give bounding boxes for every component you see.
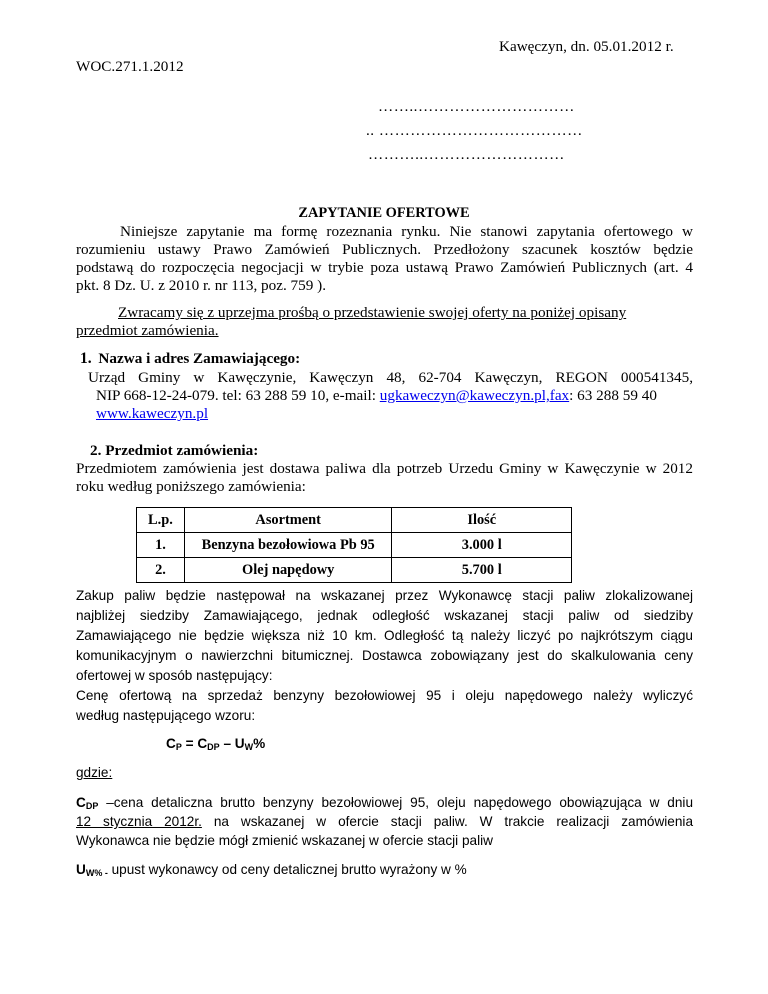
intro-line-1: Niniejsze zapytanie ma formę rozeznania rynku. Nie stanowi zapytania ofertowego w xyxy=(120,223,693,240)
def2-sub-w: W% - xyxy=(85,868,108,878)
email-link[interactable]: ugkaweczyn@kaweczyn.pl,fax xyxy=(379,387,570,404)
def-c: C xyxy=(76,795,86,810)
para-line-1: Zakup paliw będzie następował na wskazanej przez Wykonawcę stacji paliw zlokalizowanej xyxy=(76,588,693,603)
table-cell: 2. xyxy=(137,558,185,583)
para-line-7: według następującego wzoru: xyxy=(76,708,256,723)
formula-minus: – U xyxy=(219,736,245,751)
def-sub-dp: DP xyxy=(85,801,99,811)
formula-pct: % xyxy=(253,736,266,751)
formula-sub-w: W xyxy=(244,742,254,752)
table-row xyxy=(137,558,572,583)
table-cell: 5.700 l xyxy=(392,558,572,583)
intro-line-2: rozumieniu ustawy Prawo Zamówień Publicznych. Przedłożony szacunek kosztów będzie xyxy=(76,241,693,258)
recipient-line-2: .. ………………………………… xyxy=(366,122,583,139)
para-line-2: najbliżej siedziby Zamawiającego, jednak odległość wskazanej stacji paliw od siedziby xyxy=(76,608,693,623)
definition-cdp-line-3: Wykonawca nie będzie mógł zmienić wskazanej w ofercie stacji paliw xyxy=(76,833,493,848)
def1-date: 12 stycznia 2012r. xyxy=(76,814,202,829)
table-header-ilosc: Ilość xyxy=(392,508,572,533)
def2-text: upust wykonawcy od ceny detalicznej brutto wyrażony w % xyxy=(107,862,467,877)
price-formula xyxy=(166,736,265,752)
para-line-4: komunikacyjnym o nawierzchni bitumicznej. Dostawca zobowiązany jest do skalkulowania ceny xyxy=(76,648,693,663)
definition-cdp-line-1 xyxy=(76,795,693,811)
website-link[interactable]: www.kaweczyn.pl xyxy=(96,405,209,422)
where-label: gdzie: xyxy=(76,765,113,780)
table-cell: 1. xyxy=(137,533,185,558)
fax-text: : 63 288 59 40 xyxy=(569,387,657,404)
recipient-line-1: ……..………………………… xyxy=(378,98,575,115)
section-2-heading: 2. Przedmiot zamówienia: xyxy=(90,442,259,459)
table-header-lp: L.p. xyxy=(137,508,185,533)
intro-line-3: podstawą do rozpoczęcia negocjacji w trybie poza ustawą Prawo Zamówień Publicznych (art. 4 xyxy=(76,259,693,276)
section-1-address: Urząd Gminy w Kawęczynie, Kawęczyn 48, 62-704 Kawęczyn, REGON 000541345, xyxy=(88,369,693,386)
recipient-line-3: ………..……………………… xyxy=(368,146,565,163)
def2-u: U xyxy=(76,862,86,877)
formula-eq: = C xyxy=(181,736,208,751)
website-row xyxy=(96,405,208,423)
section-1-contact xyxy=(96,387,657,405)
def1-text2: na wskazanej w ofercie stacji paliw. W trakcie realizacji zamówienia xyxy=(201,814,693,829)
reference-number: WOC.271.1.2012 xyxy=(76,58,184,75)
place-date: Kawęczyn, dn. 05.01.2012 r. xyxy=(499,38,674,55)
table-cell: Benzyna bezołowiowa Pb 95 xyxy=(184,533,392,558)
table-cell: Olej napędowy xyxy=(184,558,392,583)
formula-sub-dp: DP xyxy=(207,742,220,752)
contact-text: NIP 668-12-24-079. tel: 63 288 59 10, e-mail: xyxy=(96,387,380,404)
section-2-line-1: Przedmiotem zamówienia jest dostawa paliwa dla potrzeb Urzedu Gminy w Kawęczynie w 2012 xyxy=(76,460,693,477)
section-2-line-2: roku według poniższego zamówienia: xyxy=(76,478,306,495)
table-header-asortment: Asortment xyxy=(184,508,392,533)
formula-c: C xyxy=(166,736,176,751)
order-table xyxy=(136,507,572,583)
def1-text: –cena detaliczna brutto benzyny bezołowiowej 95, oleju napędowego obowiązująca w dniu xyxy=(98,795,693,810)
section-1-title: Nazwa i adres Zamawiającego: xyxy=(98,350,301,367)
para-line-6: Cenę ofertową na sprzedaż benzyny bezołowiowej 95 i oleju napędowego należy wyliczyć xyxy=(76,688,693,703)
para-line-3: Zamawiającego nie będzie większa niż 10 km. Odległość tą należy liczyć po najkrótszym ciągu xyxy=(76,628,693,643)
definition-uw xyxy=(76,862,467,878)
definition-cdp-line-2 xyxy=(76,814,693,829)
document-title: ZAPYTANIE OFERTOWE xyxy=(298,205,470,221)
request-line-1: Zwracamy się z uprzejma prośbą o przedstawienie swojej oferty na poniżej opisany xyxy=(118,304,627,321)
request-line-2: przedmiot zamówienia. xyxy=(76,322,219,339)
section-1-number: 1. xyxy=(80,350,92,367)
table-row xyxy=(137,533,572,558)
table-cell: 3.000 l xyxy=(392,533,572,558)
para-line-5: ofertowej w sposób następujący: xyxy=(76,668,273,683)
intro-line-4: pkt. 8 Dz. U. z 2010 r. nr 113, poz. 759 ). xyxy=(76,277,326,294)
section-1-heading xyxy=(80,350,300,368)
formula-sub-p: P xyxy=(175,742,182,752)
table-header-row xyxy=(137,508,572,533)
